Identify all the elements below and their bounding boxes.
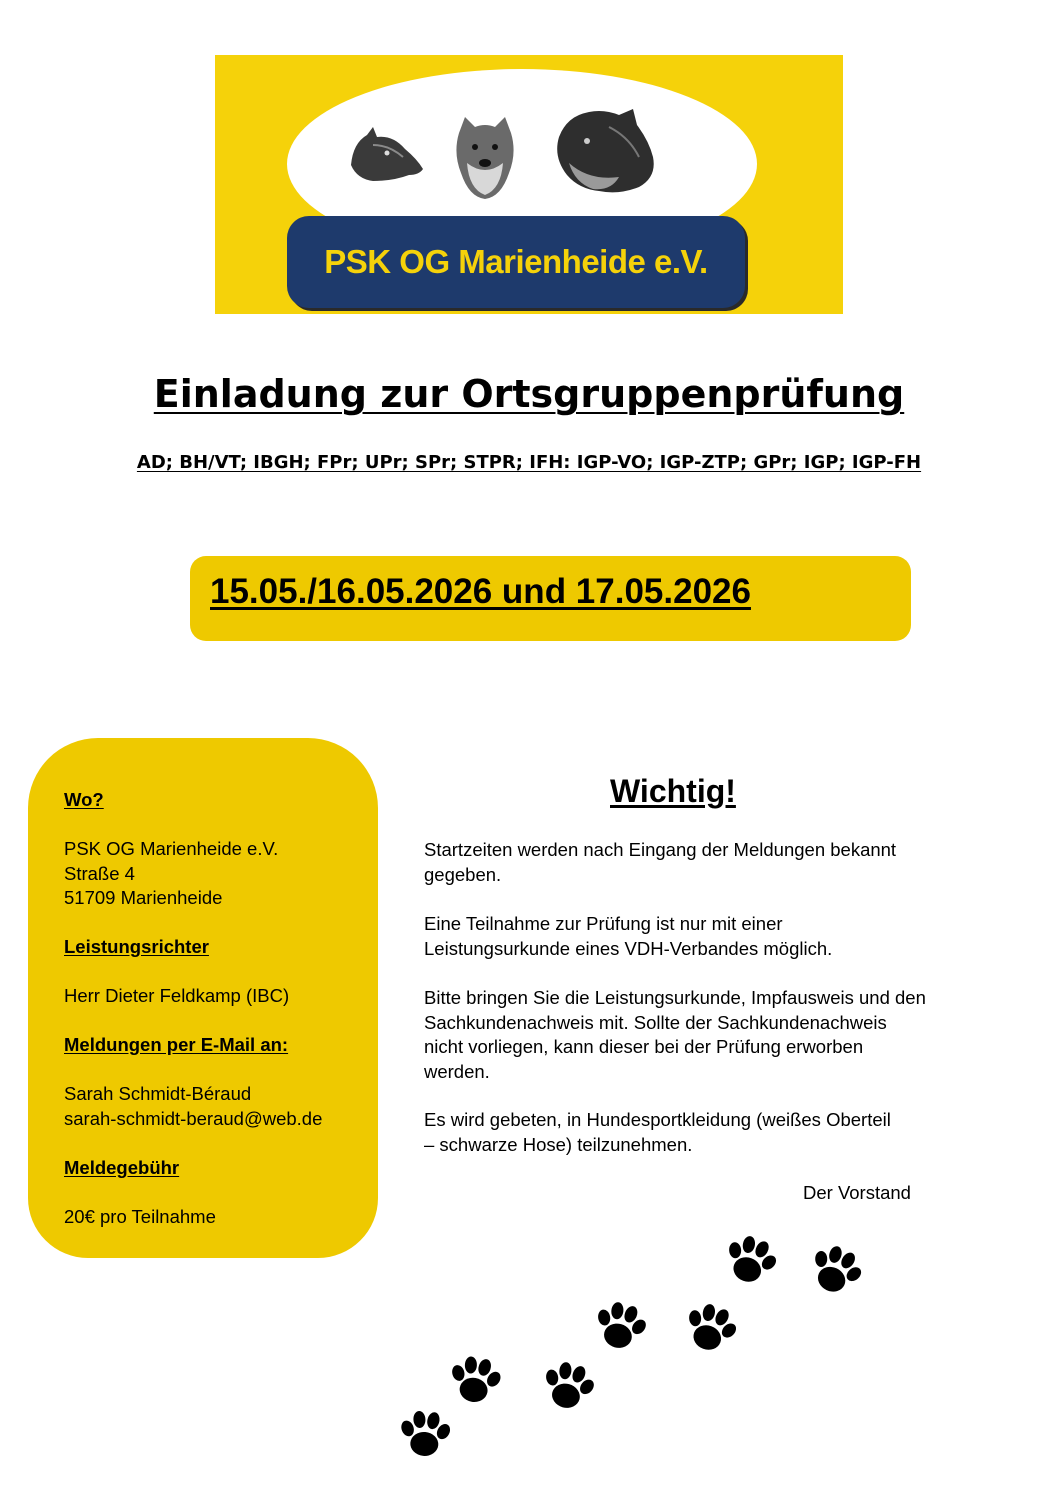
contact-name: Sarah Schmidt-Béraud: [64, 1083, 252, 1104]
dog-head-icon: [549, 107, 659, 195]
logo-banner: [287, 216, 745, 308]
paw-print-icon: [805, 1242, 865, 1302]
dog-head-icon: [343, 125, 425, 187]
registration-heading: Meldungen per E-Mail an:: [64, 1034, 289, 1055]
paw-print-icon: [538, 1358, 598, 1418]
fee-heading: Meldegebühr: [64, 1157, 180, 1178]
page-title: Einladung zur Ortsgruppenprüfung: [153, 372, 905, 416]
dog-head-icon: [451, 113, 519, 201]
event-dates: 15.05./16.05.2026 und 17.05.2026: [210, 572, 751, 611]
important-paragraph: Startzeiten werden nach Eingang der Meldungen bekannt gegeben.: [424, 839, 897, 885]
fee-amount: 20€ pro Teilnahme: [64, 1206, 216, 1227]
important-heading: Wichtig!: [610, 773, 736, 809]
paw-print-icon: [395, 1406, 455, 1466]
address-line: Straße 4: [64, 862, 135, 884]
paw-print-icon: [590, 1298, 650, 1358]
paw-print-icon: [445, 1352, 505, 1412]
important-paragraph: Eine Teilnahme zur Prüfung ist nur mit einer Leistungsurkunde eines VDH-Verbandes möglich.: [424, 913, 833, 959]
paw-print-icon: [720, 1232, 780, 1292]
judge-name: Herr Dieter Feldkamp (IBC): [64, 985, 290, 1006]
date-box: [190, 556, 911, 641]
address-line: PSK OG Marienheide e.V.: [64, 838, 279, 859]
club-logo: [215, 55, 843, 314]
address-line: 51709 Marienheide: [64, 887, 223, 908]
important-paragraph: Bitte bringen Sie die Leistungsurkunde, Impfausweis und den Sachkundenachweis mit. Sollte der Sachkundenachweis nicht vorliegen, kann dieser bei der Prüfung erworben werden.: [424, 987, 926, 1082]
info-box: [28, 738, 378, 1258]
logo-text: PSK OG Marienheide e.V.: [324, 243, 708, 280]
contact-email: sarah-schmidt-beraud@web.de: [64, 1107, 323, 1129]
judge-heading: Leistungsrichter: [64, 936, 209, 957]
exam-types: AD; BH/VT; IBGH; FPr; UPr; SPr; STPR; IFH: IGP-VO; IGP-ZTP; GPr; IGP; IGP-FH: [136, 452, 922, 473]
signature: Der Vorstand: [803, 1182, 911, 1203]
where-heading: Wo?: [64, 789, 104, 810]
paw-print-icon: [680, 1300, 740, 1360]
important-paragraph: Es wird gebeten, in Hundesportkleidung (weißes Oberteil – schwarze Hose) teilzunehmen.: [424, 1109, 891, 1155]
